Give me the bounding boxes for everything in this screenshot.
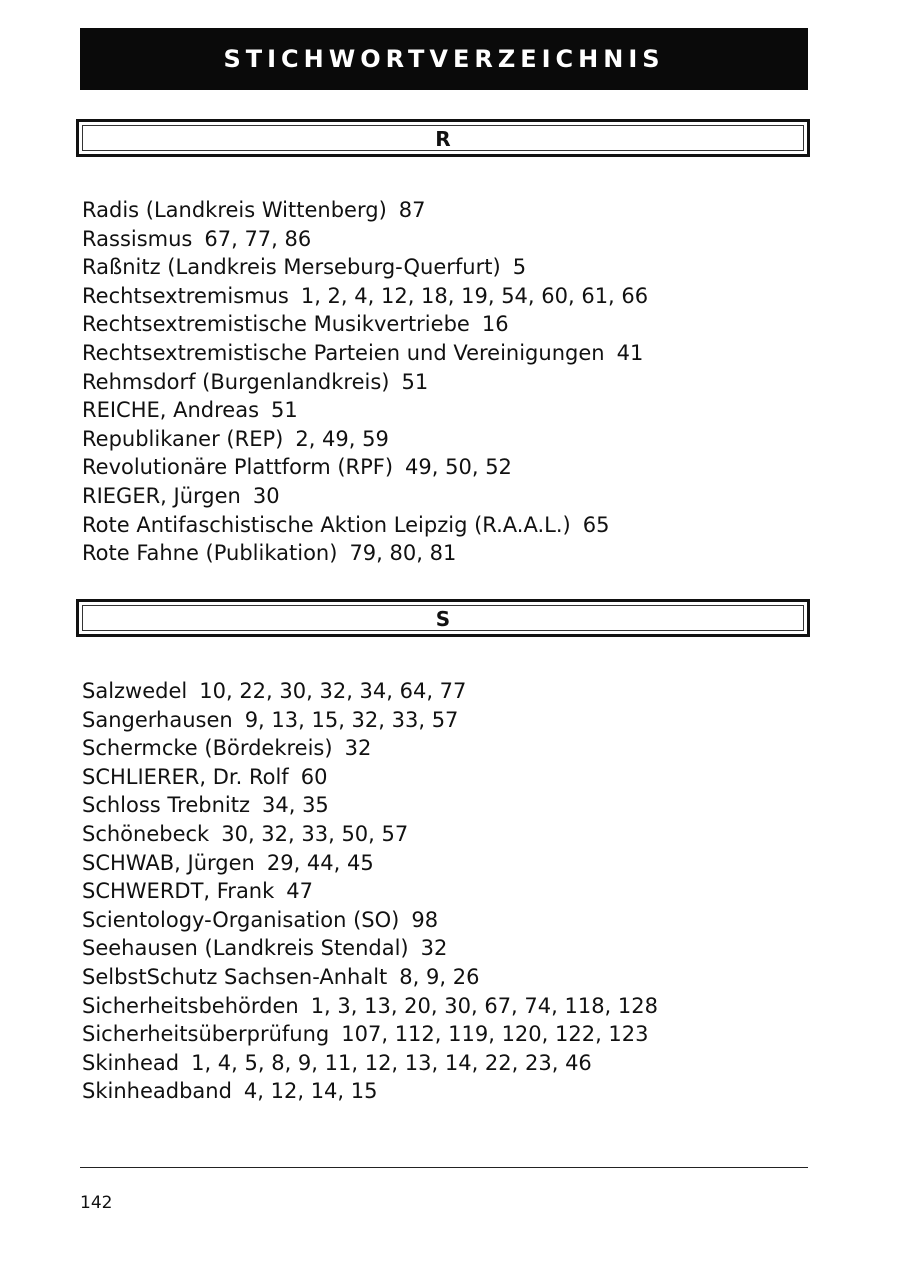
index-entry — [82, 820, 658, 849]
entry-term: Republikaner (REP) — [82, 426, 284, 451]
index-entry — [82, 934, 658, 963]
index-list-s — [82, 677, 658, 1106]
entry-pages: 8, 9, 26 — [399, 964, 480, 989]
index-entry — [82, 225, 648, 254]
section-header-r — [76, 119, 810, 157]
entry-term: Radis (Landkreis Wittenberg) — [82, 198, 387, 222]
index-entry — [82, 453, 648, 482]
index-entry — [82, 396, 648, 425]
section-letter: S — [435, 607, 451, 631]
entry-pages: 41 — [616, 340, 644, 365]
entry-pages: 30 — [252, 483, 280, 508]
entry-pages: 1, 4, 5, 8, 9, 11, 12, 13, 14, 22, 23, 46 — [191, 1050, 592, 1075]
index-entry — [82, 849, 658, 878]
entry-pages: 79, 80, 81 — [349, 541, 457, 566]
entry-term: Rote Antifaschistische Aktion Leipzig (R.A.A.L.) — [82, 512, 571, 537]
entry-pages: 60 — [300, 764, 328, 789]
entry-pages: 32 — [344, 736, 372, 761]
entry-term: RIEGER, Jürgen — [82, 483, 241, 508]
index-entry — [82, 791, 658, 820]
section-letter: R — [435, 127, 451, 151]
index-entry — [82, 734, 658, 763]
index-list-r — [82, 196, 648, 568]
entry-term: SCHWERDT, Frank — [82, 879, 275, 904]
entry-term: Seehausen (Landkreis Stendal) — [82, 936, 409, 961]
index-entry — [82, 253, 648, 282]
entry-term: Revolutionäre Plattform (RPF) — [82, 455, 394, 480]
index-entry — [82, 677, 658, 706]
entry-term: Scientology-Organisation (SO) — [82, 907, 400, 932]
index-entry — [82, 196, 648, 225]
index-entry — [82, 992, 658, 1021]
entry-pages: 67, 77, 86 — [204, 226, 312, 251]
entry-pages: 29, 44, 45 — [266, 850, 374, 875]
index-entry — [82, 906, 658, 935]
entry-term: Skinhead — [82, 1050, 180, 1075]
index-entry — [82, 282, 648, 311]
index-entry — [82, 1077, 658, 1106]
index-entry — [82, 310, 648, 339]
entry-pages: 49, 50, 52 — [405, 455, 512, 480]
entry-term: Schloss Trebnitz — [82, 793, 250, 818]
entry-pages: 34, 35 — [262, 793, 329, 818]
page-title: STICHWORTVERZEICHNIS — [223, 45, 665, 73]
entry-pages: 98 — [411, 907, 439, 932]
index-entry — [82, 368, 648, 397]
index-entry — [82, 1049, 658, 1078]
entry-pages: 51 — [401, 369, 429, 394]
index-entry — [82, 425, 648, 454]
entry-term: Raßnitz (Landkreis Merseburg-Querfurt) — [82, 255, 501, 280]
entry-pages: 32 — [420, 936, 448, 961]
entry-term: SelbstSchutz Sachsen-Anhalt — [82, 964, 388, 989]
entry-term: Sicherheitsüberprüfung — [82, 1022, 330, 1047]
entry-pages: 1, 3, 13, 20, 30, 67, 74, 118, 128 — [310, 993, 658, 1018]
entry-pages: 5 — [512, 255, 527, 280]
entry-term: SCHWAB, Jürgen — [82, 850, 255, 875]
index-title-bar — [80, 28, 808, 90]
entry-term: Schermcke (Bördekreis) — [82, 736, 333, 761]
entry-pages: 47 — [286, 879, 314, 904]
entry-pages: 51 — [271, 398, 298, 423]
section-header-s — [76, 599, 810, 637]
entry-term: Salzwedel — [82, 679, 188, 703]
index-entry — [82, 1020, 658, 1049]
entry-term: Rassismus — [82, 226, 193, 251]
footer-divider — [80, 1167, 808, 1168]
index-entry — [82, 539, 648, 568]
entry-pages: 2, 49, 59 — [295, 426, 389, 451]
entry-term: Rechtsextremistische Parteien und Vereinigungen — [82, 340, 605, 365]
index-entry — [82, 877, 658, 906]
index-entry — [82, 963, 658, 992]
entry-pages: 87 — [398, 198, 426, 222]
entry-term: Sicherheitsbehörden — [82, 993, 299, 1018]
entry-pages: 10, 22, 30, 32, 34, 64, 77 — [199, 679, 467, 703]
entry-term: Rechtsextremismus — [82, 283, 289, 308]
entry-term: Rechtsextremistische Musikvertriebe — [82, 312, 470, 337]
index-entry — [82, 511, 648, 540]
entry-term: SCHLIERER, Dr. Rolf — [82, 764, 289, 789]
entry-term: Skinheadband — [82, 1079, 232, 1104]
entry-pages: 65 — [582, 512, 610, 537]
entry-pages: 30, 32, 33, 50, 57 — [221, 821, 409, 846]
entry-pages: 1, 2, 4, 12, 18, 19, 54, 60, 61, 66 — [300, 283, 649, 308]
entry-term: Rote Fahne (Publikation) — [82, 541, 338, 566]
page-number: 142 — [80, 1193, 113, 1213]
entry-pages: 9, 13, 15, 32, 33, 57 — [244, 707, 459, 732]
entry-pages: 16 — [481, 312, 509, 337]
entry-term: REICHE, Andreas — [82, 398, 260, 423]
entry-pages: 4, 12, 14, 15 — [243, 1079, 378, 1104]
entry-term: Rehmsdorf (Burgenlandkreis) — [82, 369, 390, 394]
index-entry — [82, 706, 658, 735]
index-entry — [82, 763, 658, 792]
entry-term: Schönebeck — [82, 821, 210, 846]
entry-term: Sangerhausen — [82, 707, 233, 732]
entry-pages: 107, 112, 119, 120, 122, 123 — [341, 1022, 649, 1047]
index-entry — [82, 339, 648, 368]
index-entry — [82, 482, 648, 511]
